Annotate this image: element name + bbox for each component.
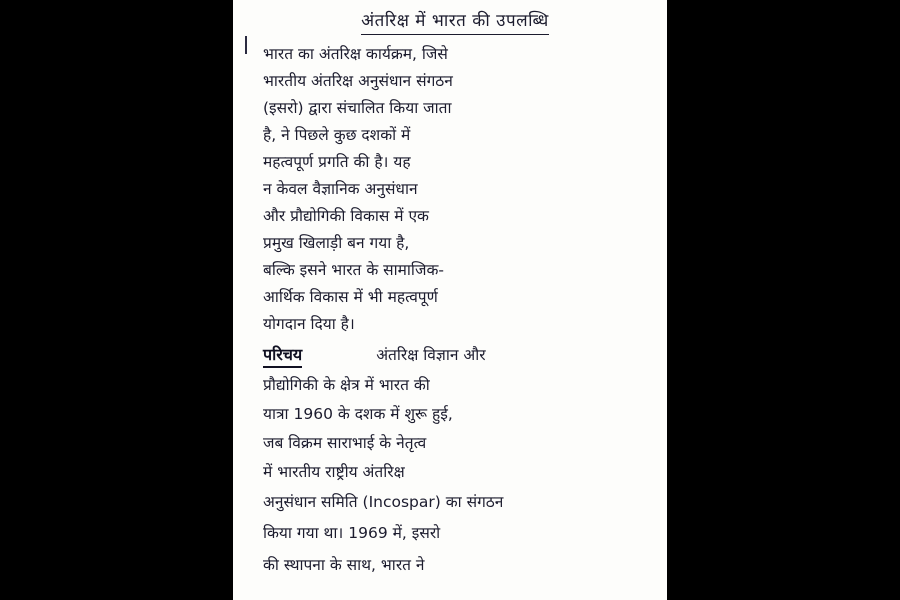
page-title: अंतरिक्ष में भारत की उपलब्धि <box>361 8 549 35</box>
text-line: महत्वपूर्ण प्रगति की है। यह <box>263 153 411 171</box>
text-line: भारतीय अंतरिक्ष अनुसंधान संगठन <box>263 72 453 90</box>
section-heading: परिचय <box>263 343 302 368</box>
text-line: यात्रा 1960 के दशक में शुरू हुई, <box>263 405 453 423</box>
text-line: योगदान दिया है। <box>263 315 355 333</box>
text-line: बल्कि इसने भारत के सामाजिक- <box>263 261 444 279</box>
section-heading-line <box>263 343 653 368</box>
text-line: प्रौद्योगिकी के क्षेत्र में भारत की <box>263 376 430 394</box>
notebook-page <box>233 0 667 600</box>
title-container <box>330 8 580 35</box>
text-line: भारत का अंतरिक्ष कार्यक्रम, जिसे <box>263 45 448 63</box>
text-line: अंतरिक्ष विज्ञान और <box>376 346 486 364</box>
text-line: में भारतीय राष्ट्रीय अंतरिक्ष <box>263 463 405 481</box>
text-line: है, ने पिछले कुछ दशकों में <box>263 126 411 144</box>
text-line: आर्थिक विकास में भी महत्वपूर्ण <box>263 288 438 306</box>
text-line: जब विक्रम साराभाई के नेतृत्व <box>263 434 427 452</box>
text-line: न केवल वैज्ञानिक अनुसंधान <box>263 180 418 198</box>
text-line: अनुसंधान समिति (Incospar) का संगठन <box>263 493 504 511</box>
text-line: प्रमुख खिलाड़ी बन गया है, <box>263 234 410 252</box>
text-line: की स्थापना के साथ, भारत ने <box>263 556 425 574</box>
text-line: (इसरो) द्वारा संचालित किया जाता <box>263 99 452 117</box>
text-line: और प्रौद्योगिकी विकास में एक <box>263 207 429 225</box>
margin-mark <box>245 36 247 54</box>
text-line: किया गया था। 1969 में, इसरो <box>263 524 441 542</box>
